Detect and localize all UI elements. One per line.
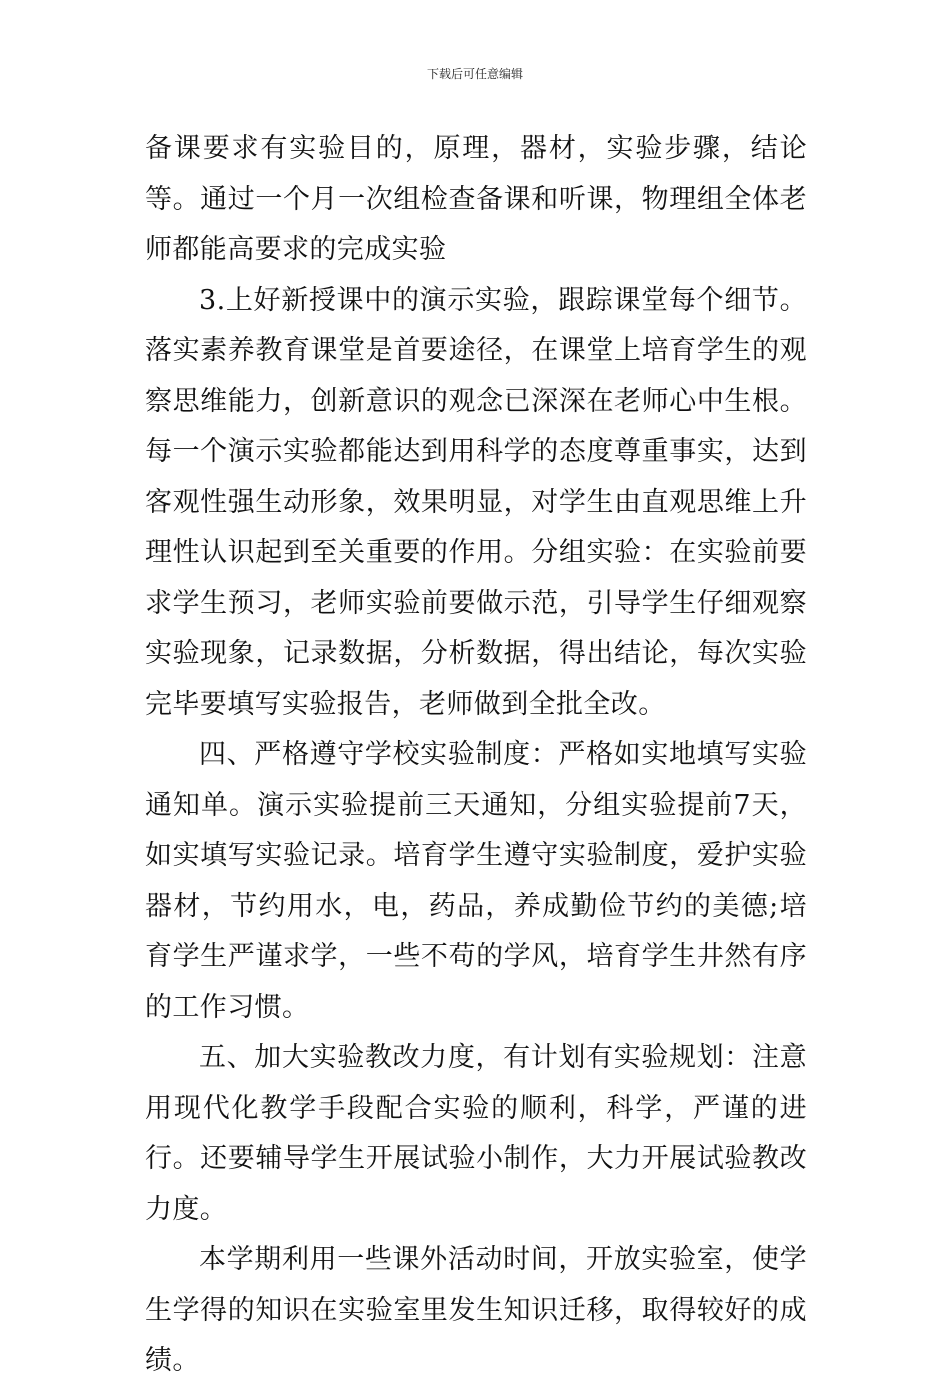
document-body [145, 124, 807, 1387]
paragraph-demo-experiments: 3.上好新授课中的演示实验，跟踪课堂每个细节。落实素养教育课堂是首要途径，在课堂上培育学生的观察思维能力，创新意识的观念已深深在老师心中生根。每一个演示实验都能达到用科学的态度尊重事实，达到客观性强生动形象，效果明显，对学生由直观思维上升理性认识起到至关重要的作用。分组实验：在实验前要求学生预习，老师实验前要做示范，引导学生仔细观察实验现象，记录数据，分析数据，得出结论，每次实验完毕要填写实验报告，老师做到全批全改。 [145, 284, 807, 720]
paragraph-open-lab: 本学期利用一些课外活动时间，开放实验室，使学生学得的知识在实验室里发生知识迁移，取得较好的成绩。 [145, 1244, 807, 1376]
header-note: 下载后可任意编辑 [426, 67, 523, 81]
paragraph-lab-rules: 四、严格遵守学校实验制度：严格如实地填写实验通知单。演示实验提前三天通知，分组实验提前7天，如实填写实验记录。培育学生遵守实验制度，爱护实验器材，节约用水，电，药品，养成勤俭节约的美德;培育学生严谨求学，一些不苟的学风，培育学生井然有序的工作习惯。 [145, 739, 807, 1023]
paragraph-lab-reform: 五、加大实验教改力度，有计划有实验规划：注意用现代化教学手段配合实验的顺利，科学，严谨的进行。还要辅导学生开展试验小制作，大力开展试验教改力度。 [145, 1042, 807, 1225]
paragraph-lab-prep: 备课要求有实验目的，原理，器材，实验步骤，结论等。通过一个月一次组检查备课和听课，物理组全体老师都能高要求的完成实验 [145, 133, 807, 265]
